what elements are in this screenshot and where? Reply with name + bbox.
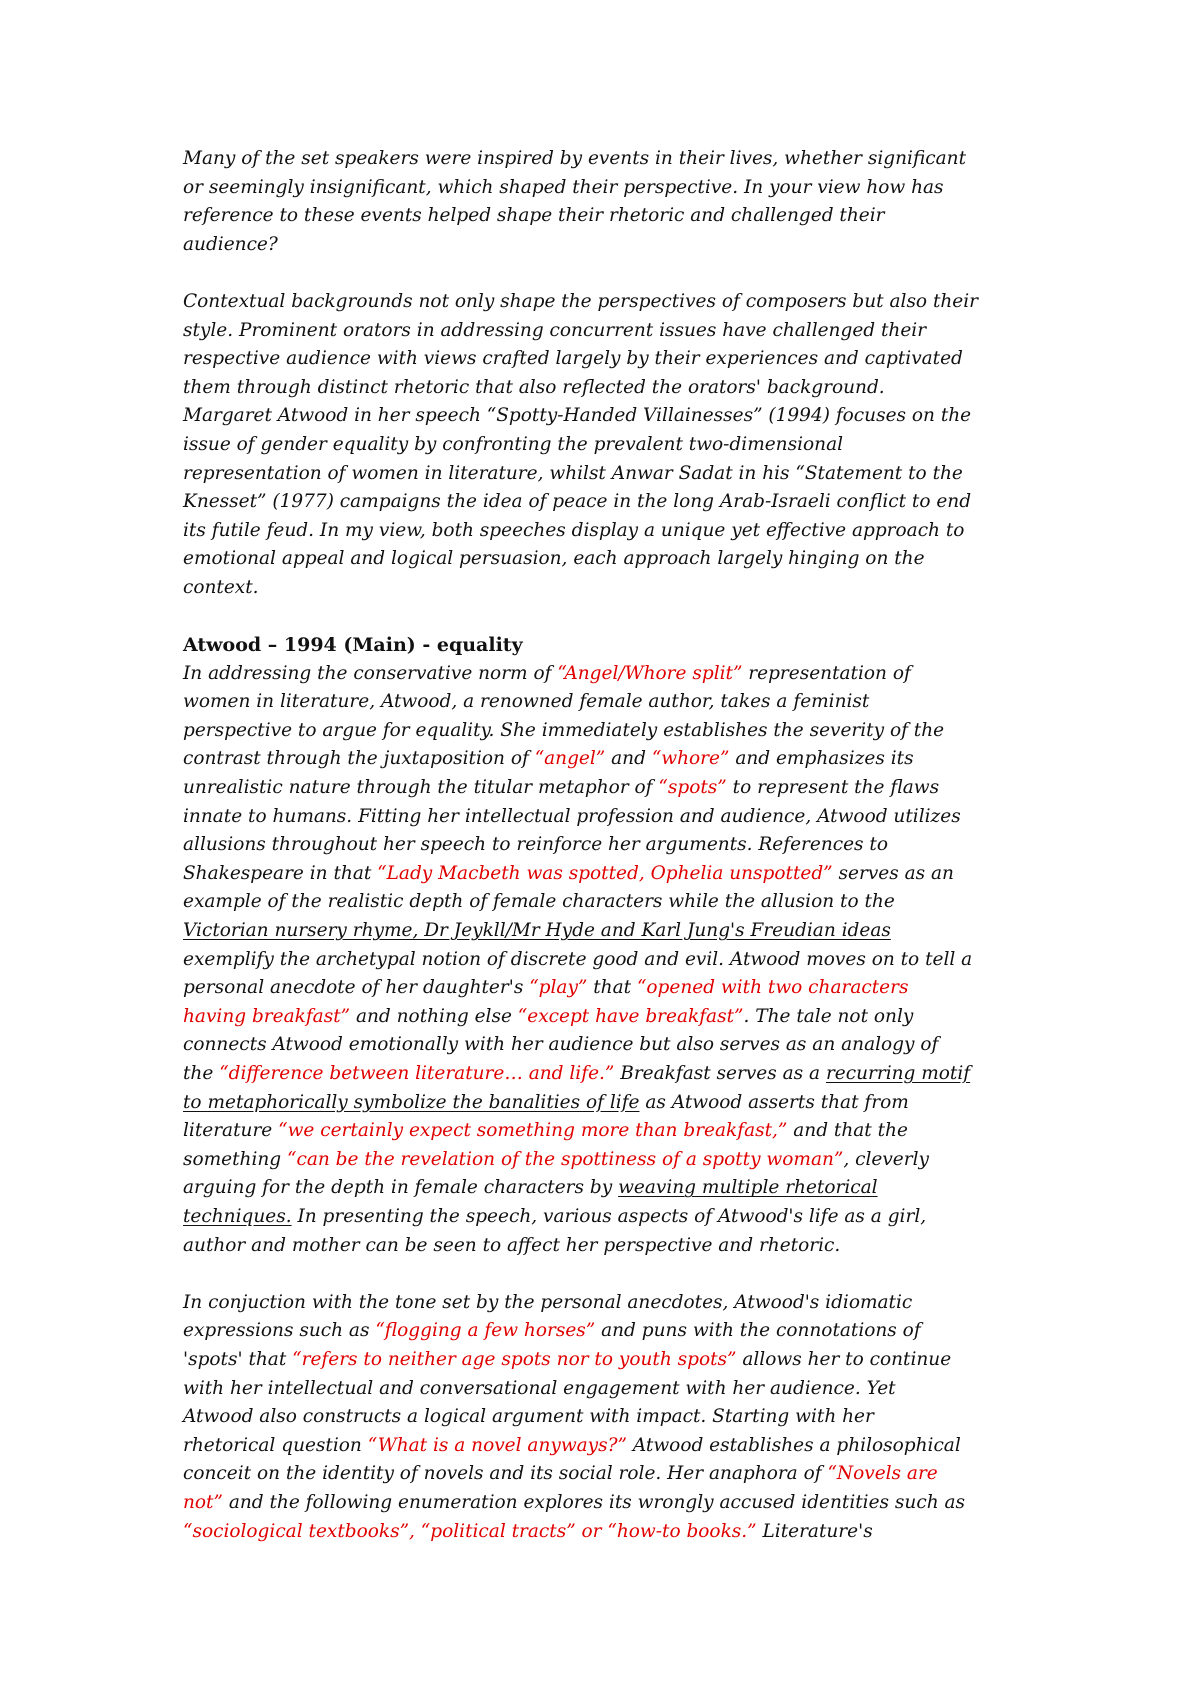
text-segment: and emphasizes its (729, 748, 914, 770)
text-segment: literature (183, 1120, 279, 1142)
quoted-evidence: having breakfast” (183, 1005, 351, 1027)
text-segment: with her intellectual and conversational engagement with her audience. Yet (183, 1377, 896, 1399)
text-line (183, 860, 1053, 889)
text-segment: women in literature, Atwood, a renowned female author, takes a feminist (183, 691, 870, 713)
text-line (183, 917, 1053, 946)
text-line (183, 1031, 1053, 1060)
text-segment: example of the realistic depth of female characters while the allusion to the (183, 891, 895, 913)
text-line (183, 946, 1053, 975)
document-body (183, 145, 1053, 1546)
essay-question (183, 145, 1053, 259)
quoted-evidence: “whore” (651, 748, 730, 770)
text-line (183, 1146, 1053, 1175)
text-line (183, 1289, 1053, 1318)
text-line (183, 374, 1053, 403)
text-line (183, 717, 1053, 746)
text-segment: respective audience with views crafted largely by their experiences and captivated (183, 348, 963, 370)
quoted-evidence: “except have breakfast” (517, 1005, 744, 1027)
text-segment: author and mother can be seen to affect her perspective and rhetoric. (183, 1234, 841, 1256)
text-segment: conceit on the identity of novels and its social role. Her anaphora of (183, 1463, 828, 1485)
text-segment: Atwood also constructs a logical argument with impact. Starting with her (183, 1406, 874, 1428)
quoted-evidence: “What is a novel anyways?” (367, 1434, 627, 1456)
text-segment: innate to humans. Fitting her intellectual profession and audience, Atwood utilizes (183, 805, 961, 827)
quoted-evidence: “angel” (534, 748, 606, 770)
text-line (183, 1403, 1053, 1432)
quoted-evidence: “Lady Macbeth was spotted, Ophelia unspotted” (377, 862, 833, 884)
section-heading: Atwood – 1994 (Main) - equality (183, 634, 523, 657)
text-segment: reference to these events helped shape their rhetoric and challenged their (183, 205, 885, 227)
text-segment: unrealistic nature through the titular metaphor of (183, 777, 659, 799)
text-segment: them through distinct rhetoric that also reflected the orators' background. (183, 376, 885, 398)
body-paragraph-2 (183, 1289, 1053, 1546)
text-segment: audience? (183, 233, 278, 255)
text-segment: In conjuction with the tone set by the personal anecdotes, Atwood's idiomatic (183, 1291, 913, 1313)
text-segment: perspective to argue for equality. She immediately establishes the severity of the (183, 719, 945, 741)
text-line (183, 1518, 1053, 1547)
underlined-phrase: to metaphorically symbolize the banalities of life (183, 1091, 640, 1113)
text-segment: . The tale not only (743, 1005, 914, 1027)
text-segment: Many of the set speakers were inspired by events in their lives, whether significant (183, 148, 967, 169)
text-line (183, 288, 1053, 317)
quoted-evidence: “we certainly expect something more than breakfast,” (278, 1120, 788, 1142)
text-segment: In presenting the speech, various aspects of Atwood's life as a girl, (291, 1205, 927, 1227)
text-segment: expressions such as (183, 1320, 376, 1342)
text-line (183, 488, 1053, 517)
text-line (183, 517, 1053, 546)
text-segment: Literature's (756, 1520, 873, 1542)
text-segment: Margaret Atwood in her speech “Spotty-Handed Villainesses” (1994) focuses on the (183, 405, 972, 427)
text-line (183, 974, 1053, 1003)
quoted-evidence: “can be the revelation of the spottiness of a spotty woman” (287, 1148, 844, 1170)
text-segment: connects Atwood emotionally with her audience but also serves as an analogy of (183, 1034, 939, 1056)
text-segment: arguing for the depth in female characters by (183, 1177, 619, 1199)
text-line (183, 1203, 1053, 1232)
text-line (183, 688, 1053, 717)
text-segment: the (183, 1063, 220, 1084)
text-line (183, 317, 1053, 346)
text-segment: or seemingly insignificant, which shaped their perspective. In your view how has (183, 176, 944, 198)
text-segment: and the following enumeration explores its wrongly accused identities such as (222, 1491, 966, 1513)
text-segment: contrast through the juxtaposition of (183, 748, 535, 770)
text-segment: representation of (742, 662, 911, 684)
text-segment: In addressing the conservative norm of (183, 662, 558, 684)
quoted-evidence: “Angel/Whore split” (557, 662, 743, 684)
text-segment: rhetorical question (183, 1434, 368, 1456)
text-segment: as Atwood asserts that from (639, 1091, 909, 1113)
text-line (183, 1375, 1053, 1404)
paragraph-gap (183, 603, 1053, 632)
text-line (183, 803, 1053, 832)
underlined-phrase: techniques. (183, 1205, 292, 1227)
text-line (183, 660, 1053, 689)
quoted-evidence: “Novels are (827, 1463, 938, 1485)
text-line (183, 1460, 1053, 1489)
paragraph-gap (183, 259, 1053, 288)
text-line (183, 174, 1053, 203)
quoted-evidence: “play” (529, 977, 588, 999)
quoted-evidence: “opened with two characters (636, 977, 909, 999)
text-line (183, 1317, 1053, 1346)
text-line (183, 1117, 1053, 1146)
text-line (183, 402, 1053, 431)
text-segment: 'spots' that (183, 1348, 293, 1370)
text-segment: and puns with the connotations of (595, 1320, 921, 1342)
quoted-evidence: “sociological textbooks”, “political tracts” or “how-to books.” (183, 1520, 757, 1542)
text-line (183, 745, 1053, 774)
quoted-evidence: “refers to neither age spots nor to youth spots” (292, 1348, 737, 1370)
text-segment: to represent the flaws (726, 777, 940, 799)
text-segment: Shakespeare in that (183, 862, 378, 884)
text-line (183, 774, 1053, 803)
quoted-evidence: “flogging a few horses” (375, 1320, 596, 1342)
text-line (183, 431, 1053, 460)
text-segment: issue of gender equality by confronting the prevalent two-dimensional (183, 433, 844, 455)
text-segment: emotional appeal and logical persuasion, each approach largely hinging on the (183, 548, 925, 570)
text-segment: Breakfast serves as a (614, 1063, 826, 1084)
text-segment: context. (183, 576, 259, 598)
text-line (183, 545, 1053, 574)
introduction-paragraph (183, 288, 1053, 603)
text-segment: exemplify the archetypal notion of discrete good and evil. Atwood moves on to tell a (183, 948, 973, 970)
text-segment: representation of women in literature, whilst Anwar Sadat in his “Statement to the (183, 462, 963, 484)
text-line (183, 831, 1053, 860)
text-segment: serves as an (832, 862, 954, 884)
text-segment: allows her to continue (736, 1348, 952, 1370)
text-segment: style. Prominent orators in addressing concurrent issues have challenged their (183, 319, 927, 341)
body-paragraph-1 (183, 660, 1053, 1260)
text-segment: that (587, 977, 637, 999)
text-line (183, 231, 1053, 260)
text-segment: , cleverly (843, 1148, 929, 1170)
text-line (183, 1089, 1053, 1118)
text-segment: and nothing else (350, 1005, 518, 1027)
text-segment: something (183, 1148, 288, 1170)
text-line (183, 1489, 1053, 1518)
text-line (183, 1232, 1053, 1261)
text-segment: personal anecdote of her daughter's (183, 977, 530, 999)
text-segment: Contextual backgrounds not only shape the perspectives of composers but also their (183, 290, 979, 312)
text-line (183, 1174, 1053, 1203)
text-line (183, 574, 1053, 603)
text-line (183, 1432, 1053, 1461)
text-segment: and (605, 748, 652, 770)
text-segment: Atwood establishes a philosophical (627, 1434, 961, 1456)
text-line (183, 1060, 1053, 1089)
quoted-evidence: not” (183, 1491, 223, 1513)
text-line (183, 1003, 1053, 1032)
text-line (183, 1346, 1053, 1375)
text-segment: its futile feud. In my view, both speeches display a unique yet effective approach to (183, 519, 965, 541)
underlined-phrase: weaving multiple rhetorical (618, 1177, 878, 1199)
text-line (183, 345, 1053, 374)
text-line (183, 145, 1053, 174)
paragraph-gap (183, 1260, 1053, 1289)
underlined-phrase: Victorian nursery rhyme, Dr Jeykll/Mr Hyde and Karl Jung's Freudian ideas (183, 920, 891, 942)
text-line (183, 202, 1053, 231)
text-line (183, 888, 1053, 917)
text-line (183, 460, 1053, 489)
text-segment: allusions throughout her speech to reinforce her arguments. References to (183, 834, 889, 856)
underlined-phrase: recurring motif (825, 1063, 971, 1084)
quoted-evidence: “spots” (658, 777, 727, 799)
text-segment: Knesset” (1977) campaigns the idea of peace in the long Arab-Israeli conflict to end (183, 491, 972, 513)
text-segment: and that the (787, 1120, 908, 1142)
quoted-evidence: “difference between literature… and life.” (219, 1063, 615, 1084)
